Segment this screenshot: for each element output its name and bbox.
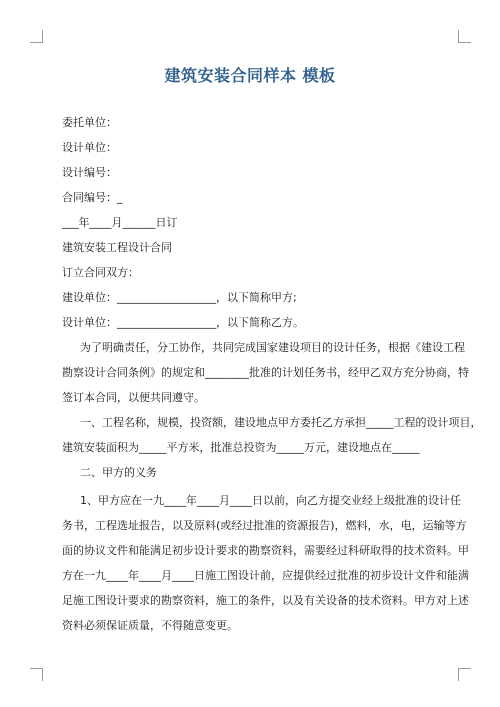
field-date: ___年____月______日订 xyxy=(62,216,178,229)
party-b-line: 设计单位：__________________，以下简称乙方。 xyxy=(62,316,304,329)
preamble-line-3: 签订本合同，以便共同遵守。 xyxy=(62,391,205,404)
clause-1-line-2: 务书，工程选址报告，以及原料(或经过批准的资源报告)，燃料，水，电，运输等方 xyxy=(62,519,467,532)
party-a-line: 建设单位：__________________，以下简称甲方; xyxy=(62,291,297,304)
crop-mark-top-right xyxy=(458,30,471,43)
section-2-heading: 二、甲方的义务 xyxy=(80,466,157,479)
clause-1-line-1: 1、甲方应在一九____年____月____日以前，向乙方提交业经上级批准的设计任 xyxy=(80,494,461,507)
clause-1-line-3: 面的协议文件和能满足初步设计要求的勘察资料，需要经过科研取得的技术资料。甲 xyxy=(62,544,469,557)
parties-heading: 订立合同双方： xyxy=(62,266,139,279)
clause-1-line-5: 足施工图设计要求的勘察资料，施工的条件，以及有关设备的技术资料。甲方对上述 xyxy=(62,594,469,607)
field-client: 委托单位： xyxy=(62,116,117,129)
field-design-number: 设计编号： xyxy=(62,166,117,179)
preamble-line-2: 勘察设计合同条例》的规定和________批准的计划任务书，经甲乙双方充分协商，特 xyxy=(62,366,469,379)
section-1-line-2: 建筑安装面积为_____平方米，批准总投资为_____万元，建设地点在_____ xyxy=(62,441,420,454)
document-title: 建筑安装合同样本 模板 xyxy=(164,66,336,85)
contract-subtitle: 建筑安装工程设计合同 xyxy=(62,241,172,254)
crop-mark-bottom-left xyxy=(30,668,43,681)
clause-1-line-4: 方在一九____年____月____日施工图设计前，应提供经过批准的初步设计文件和能满 xyxy=(62,569,469,582)
crop-mark-top-left xyxy=(30,30,43,43)
crop-mark-bottom-right xyxy=(458,668,471,681)
section-1-line-1: 一、工程名称，规模，投资额，建设地点甲方委托乙方承担_____工程的设计项目， xyxy=(80,416,482,429)
preamble-line-1: 为了明确责任，分工协作，共同完成国家建设项目的设计任务，根据《建设工程 xyxy=(80,341,465,354)
field-designer: 设计单位： xyxy=(62,141,117,154)
field-contract-number: 合同编号：_ xyxy=(62,191,123,204)
clause-1-line-6: 资料必须保证质量，不得随意变更。 xyxy=(62,619,238,632)
